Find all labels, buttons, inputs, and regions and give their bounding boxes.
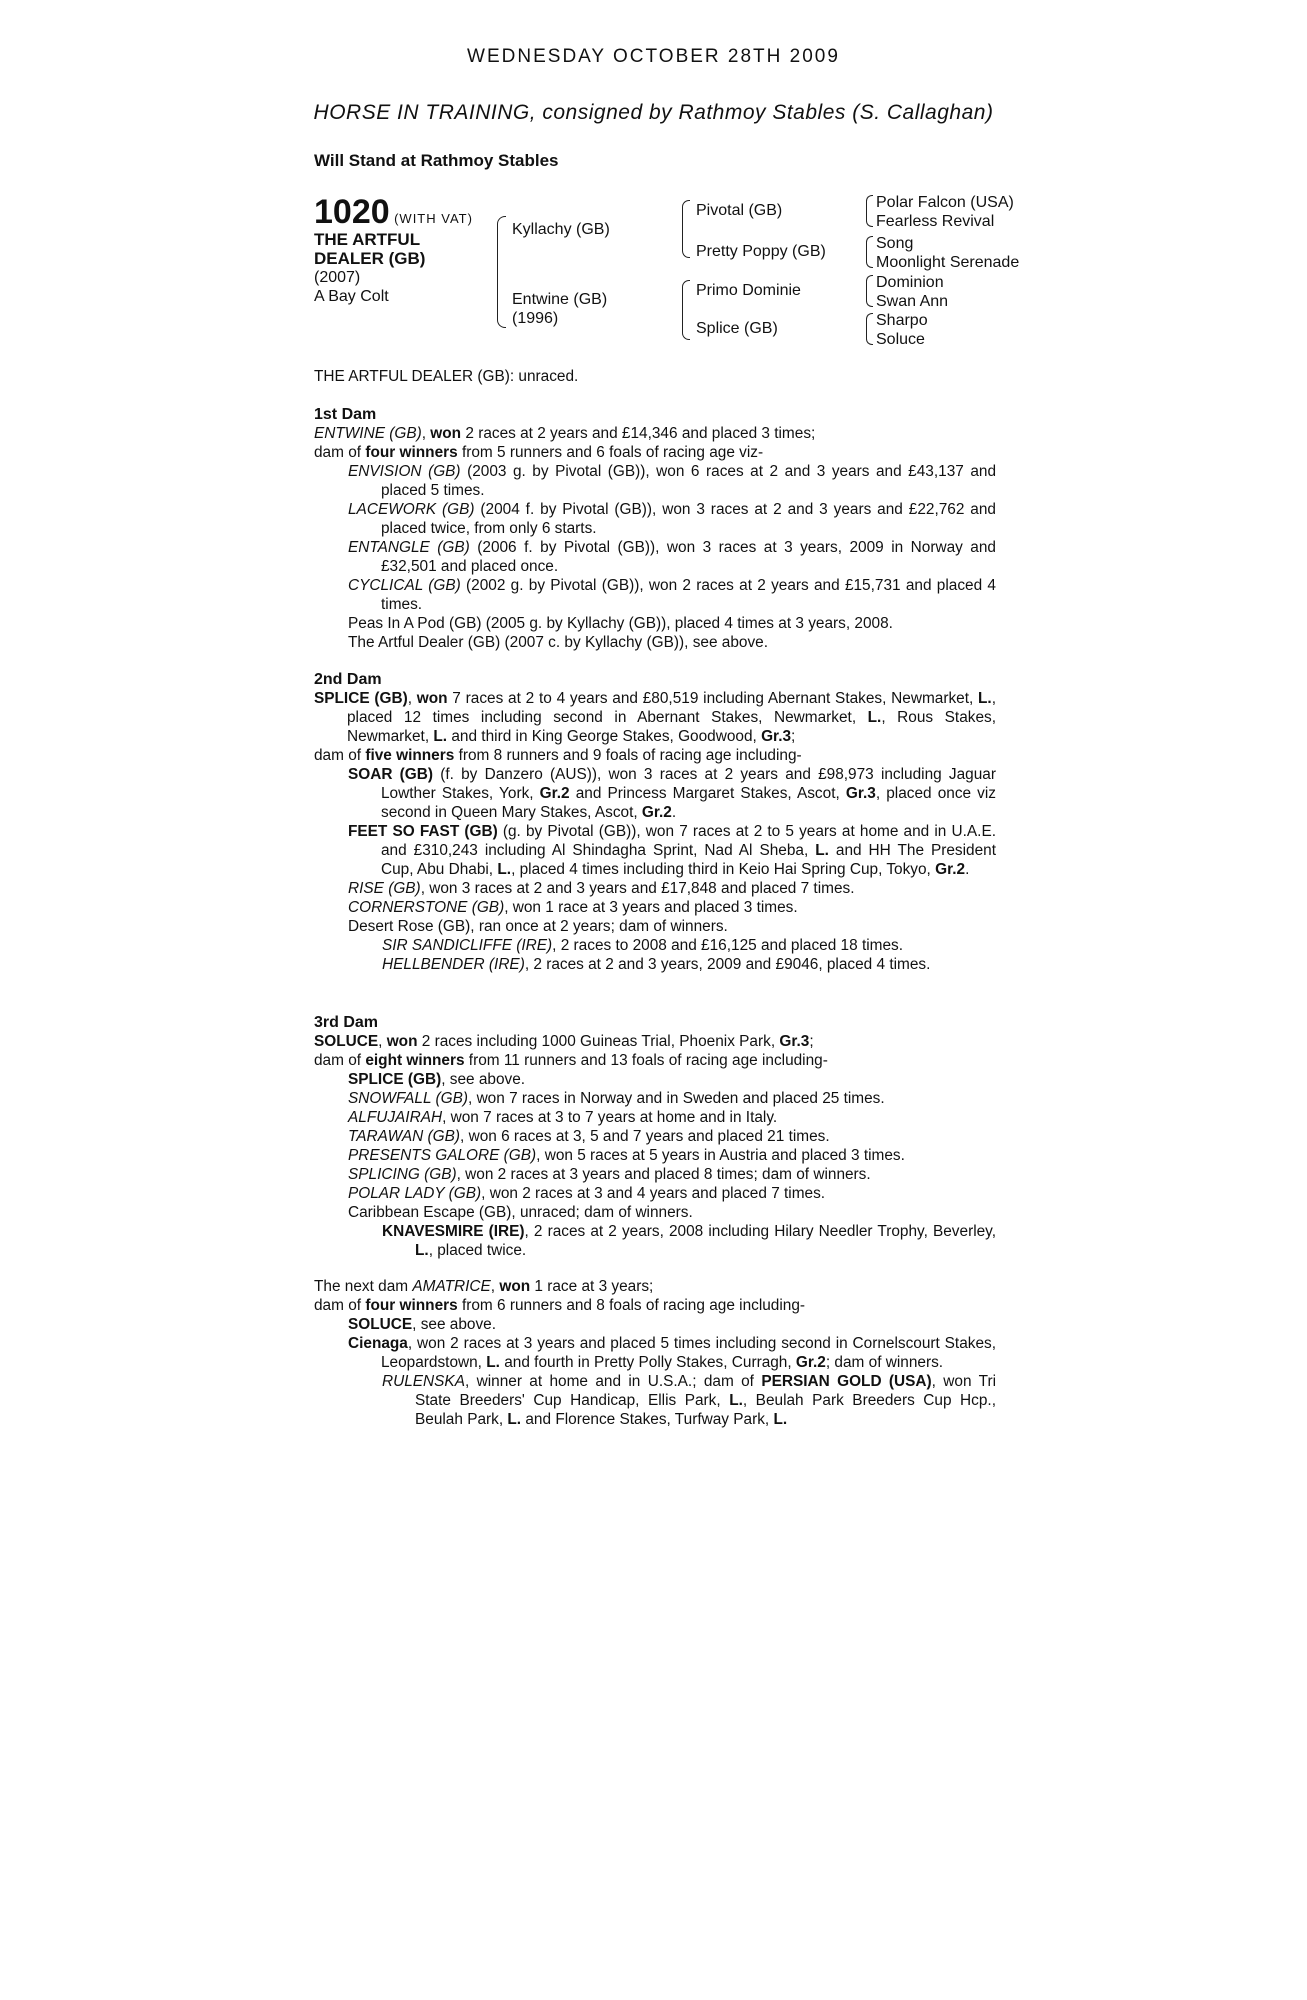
pedigree-ssd: Fearless Revival (876, 213, 995, 230)
horse-description: A Bay Colt (314, 288, 389, 305)
pedigree-dds: Sharpo (876, 312, 928, 329)
produce-entry: CYCLICAL (GB) (2002 g. by Pivotal (GB)), won 2 races at 2 years and £15,731 and placed 4 times. (348, 577, 996, 613)
produce-entry: PRESENTS GALORE (GB), won 5 races at 5 years in Austria and placed 3 times. (348, 1147, 905, 1164)
pedigree-brace-5 (866, 236, 873, 268)
next-dam-summary: The next dam AMATRICE, won 1 race at 3 years; (314, 1278, 654, 1295)
pedigree-brace-7 (866, 313, 873, 345)
produce-entry: CORNERSTONE (GB), won 1 race at 3 years and placed 3 times. (348, 899, 798, 916)
first-dam-produce-intro: dam of four winners from 5 runners and 6 foals of racing age viz- (314, 444, 764, 461)
pedigree-sire: Kyllachy (GB) (512, 221, 610, 238)
foaling-year: (2007) (314, 269, 361, 286)
pedigree-ddd: Soluce (876, 331, 925, 348)
produce-entry: SNOWFALL (GB), won 7 races in Norway and in Sweden and placed 25 times. (348, 1090, 885, 1107)
pedigree-dam-year: (1996) (512, 310, 559, 327)
pedigree-dam-dam: Splice (GB) (696, 320, 778, 337)
pedigree-brace-2 (682, 200, 690, 258)
produce-entry: SPLICE (GB), see above. (348, 1071, 526, 1088)
sale-date: WEDNESDAY OCTOBER 28TH 2009 (467, 46, 840, 67)
second-dam-summary: SPLICE (GB), won 7 races at 2 to 4 years and £80,519 including Abernant Stakes, Newmarket, L., placed 12 times including second in Abernant Stakes, Newmarket, L., Rous Stakes, Newmarket, L. and third in King George Stakes, Goodwood, Gr.3; (314, 690, 996, 745)
pedigree-sdd: Moonlight Serenade (876, 254, 1020, 271)
third-dam-summary: SOLUCE, won 2 races including 1000 Guineas Trial, Phoenix Park, Gr.3; (314, 1033, 814, 1050)
produce-entry: SPLICING (GB), won 2 races at 3 years and placed 8 times; dam of winners. (348, 1166, 871, 1183)
produce-entry: POLAR LADY (GB), won 2 races at 3 and 4 years and placed 7 times. (348, 1185, 826, 1202)
pedigree-dss: Dominion (876, 274, 944, 291)
next-dam-section (314, 1277, 996, 1429)
produce-entry: RISE (GB), won 3 races at 2 and 3 years and £17,848 and placed 7 times. (348, 880, 855, 897)
consignment-line: HORSE IN TRAINING, consigned by Rathmoy Stables (S. Callaghan) (313, 101, 994, 124)
produce-entry: RULENSKA, winner at home and in U.S.A.; dam of PERSIAN GOLD (USA), won Tri State Breeders' Cup Handicap, Ellis Park, L., Beulah Park Breeders Cup Hcp., Beulah Park, L. and Florence Stakes, Turfway Park, L. (382, 1373, 996, 1428)
intro-line: THE ARTFUL DEALER (GB): unraced. (314, 368, 579, 385)
produce-entry: FEET SO FAST (GB) (g. by Pivotal (GB)), won 7 races at 2 to 5 years at home and in U.A.E. and £310,243 including Al Shindagha Sprint, Nad Al Sheba, L. and HH The President Cup, Abu Dhabi, L., placed 4 times including third in Keio Hai Spring Cup, Tokyo, Gr.2. (348, 823, 996, 878)
produce-entry: ENTANGLE (GB) (2006 f. by Pivotal (GB)), won 3 races at 3 years, 2009 in Norway and £32,501 and placed once. (348, 539, 996, 575)
third-dam-produce-intro: dam of eight winners from 11 runners and 13 foals of racing age including- (314, 1052, 828, 1069)
produce-entry: ALFUJAIRAH, won 7 races at 3 to 7 years at home and in Italy. (348, 1109, 778, 1126)
pedigree-dsd: Swan Ann (876, 293, 949, 310)
produce-entry: SOAR (GB) (f. by Danzero (AUS)), won 3 races at 2 years and £98,973 including Jaguar Lowther Stakes, York, Gr.2 and Princess Margaret Stakes, Ascot, Gr.3, placed once viz second in Queen Mary Stakes, Ascot, Gr.2. (348, 766, 996, 821)
pedigree-dam-sire: Primo Dominie (696, 282, 801, 299)
second-dam-section (314, 670, 996, 974)
produce-entry: SIR SANDICLIFFE (IRE), 2 races to 2008 and £16,125 and placed 18 times. (382, 937, 903, 954)
produce-entry: Cienaga, won 2 races at 3 years and placed 5 times including second in Cornelscourt Stakes, Leopardstown, L. and fourth in Pretty Polly Stakes, Curragh, Gr.2; dam of winners. (348, 1335, 996, 1371)
produce-entry: ENVISION (GB) (2003 g. by Pivotal (GB)), won 6 races at 2 and 3 years and £43,137 and placed 5 times. (348, 463, 997, 499)
pedigree-sire-sire: Pivotal (GB) (696, 202, 783, 219)
pedigree-sire-dam: Pretty Poppy (GB) (696, 243, 826, 260)
lot-number: 1020 (314, 193, 390, 231)
second-dam-heading: 2nd Dam (314, 671, 382, 688)
produce-entry: Caribbean Escape (GB), unraced; dam of winners. (348, 1204, 693, 1221)
third-dam-heading: 3rd Dam (314, 1014, 379, 1031)
produce-entry: HELLBENDER (IRE), 2 races at 2 and 3 years, 2009 and £9046, placed 4 times. (382, 956, 931, 973)
next-dam-produce-intro: dam of four winners from 6 runners and 8 foals of racing age including- (314, 1297, 806, 1314)
horse-name-line2: DEALER (GB) (314, 249, 426, 268)
third-dam-section (314, 1013, 996, 1260)
first-dam-heading: 1st Dam (314, 406, 377, 423)
vat-note: (WITH VAT) (394, 211, 473, 226)
second-dam-produce-intro: dam of five winners from 8 runners and 9 foals of racing age including- (314, 747, 802, 764)
produce-entry: The Artful Dealer (GB) (2007 c. by Kyllachy (GB)), see above. (348, 634, 768, 651)
produce-entry: Peas In A Pod (GB) (2005 g. by Kyllachy (GB)), placed 4 times at 3 years, 2008. (348, 615, 893, 632)
produce-entry: SOLUCE, see above. (348, 1316, 496, 1333)
pedigree-brace-6 (866, 275, 873, 307)
lot-block (314, 194, 494, 306)
pedigree-dam: Entwine (GB) (512, 291, 608, 308)
horse-name-line1: THE ARTFUL (314, 230, 421, 249)
pedigree-brace-3 (682, 280, 690, 340)
pedigree-brace-4 (866, 195, 873, 227)
stand-location: Will Stand at Rathmoy Stables (314, 151, 559, 170)
produce-entry: KNAVESMIRE (IRE), 2 races at 2 years, 2008 including Hilary Needler Trophy, Beverley, L., placed twice. (382, 1223, 996, 1259)
pedigree-sss: Polar Falcon (USA) (876, 194, 1014, 211)
pedigree-sds: Song (876, 235, 914, 252)
produce-entry: LACEWORK (GB) (2004 f. by Pivotal (GB)), won 3 races at 2 and 3 years and £22,762 and placed twice, from only 6 starts. (348, 501, 996, 537)
first-dam-summary: ENTWINE (GB), won 2 races at 2 years and £14,346 and placed 3 times; (314, 425, 816, 442)
first-dam-section (314, 405, 996, 652)
pedigree-brace-1 (497, 216, 506, 328)
produce-entry: Desert Rose (GB), ran once at 2 years; dam of winners. (348, 918, 728, 935)
produce-entry: TARAWAN (GB), won 6 races at 3, 5 and 7 years and placed 21 times. (348, 1128, 830, 1145)
